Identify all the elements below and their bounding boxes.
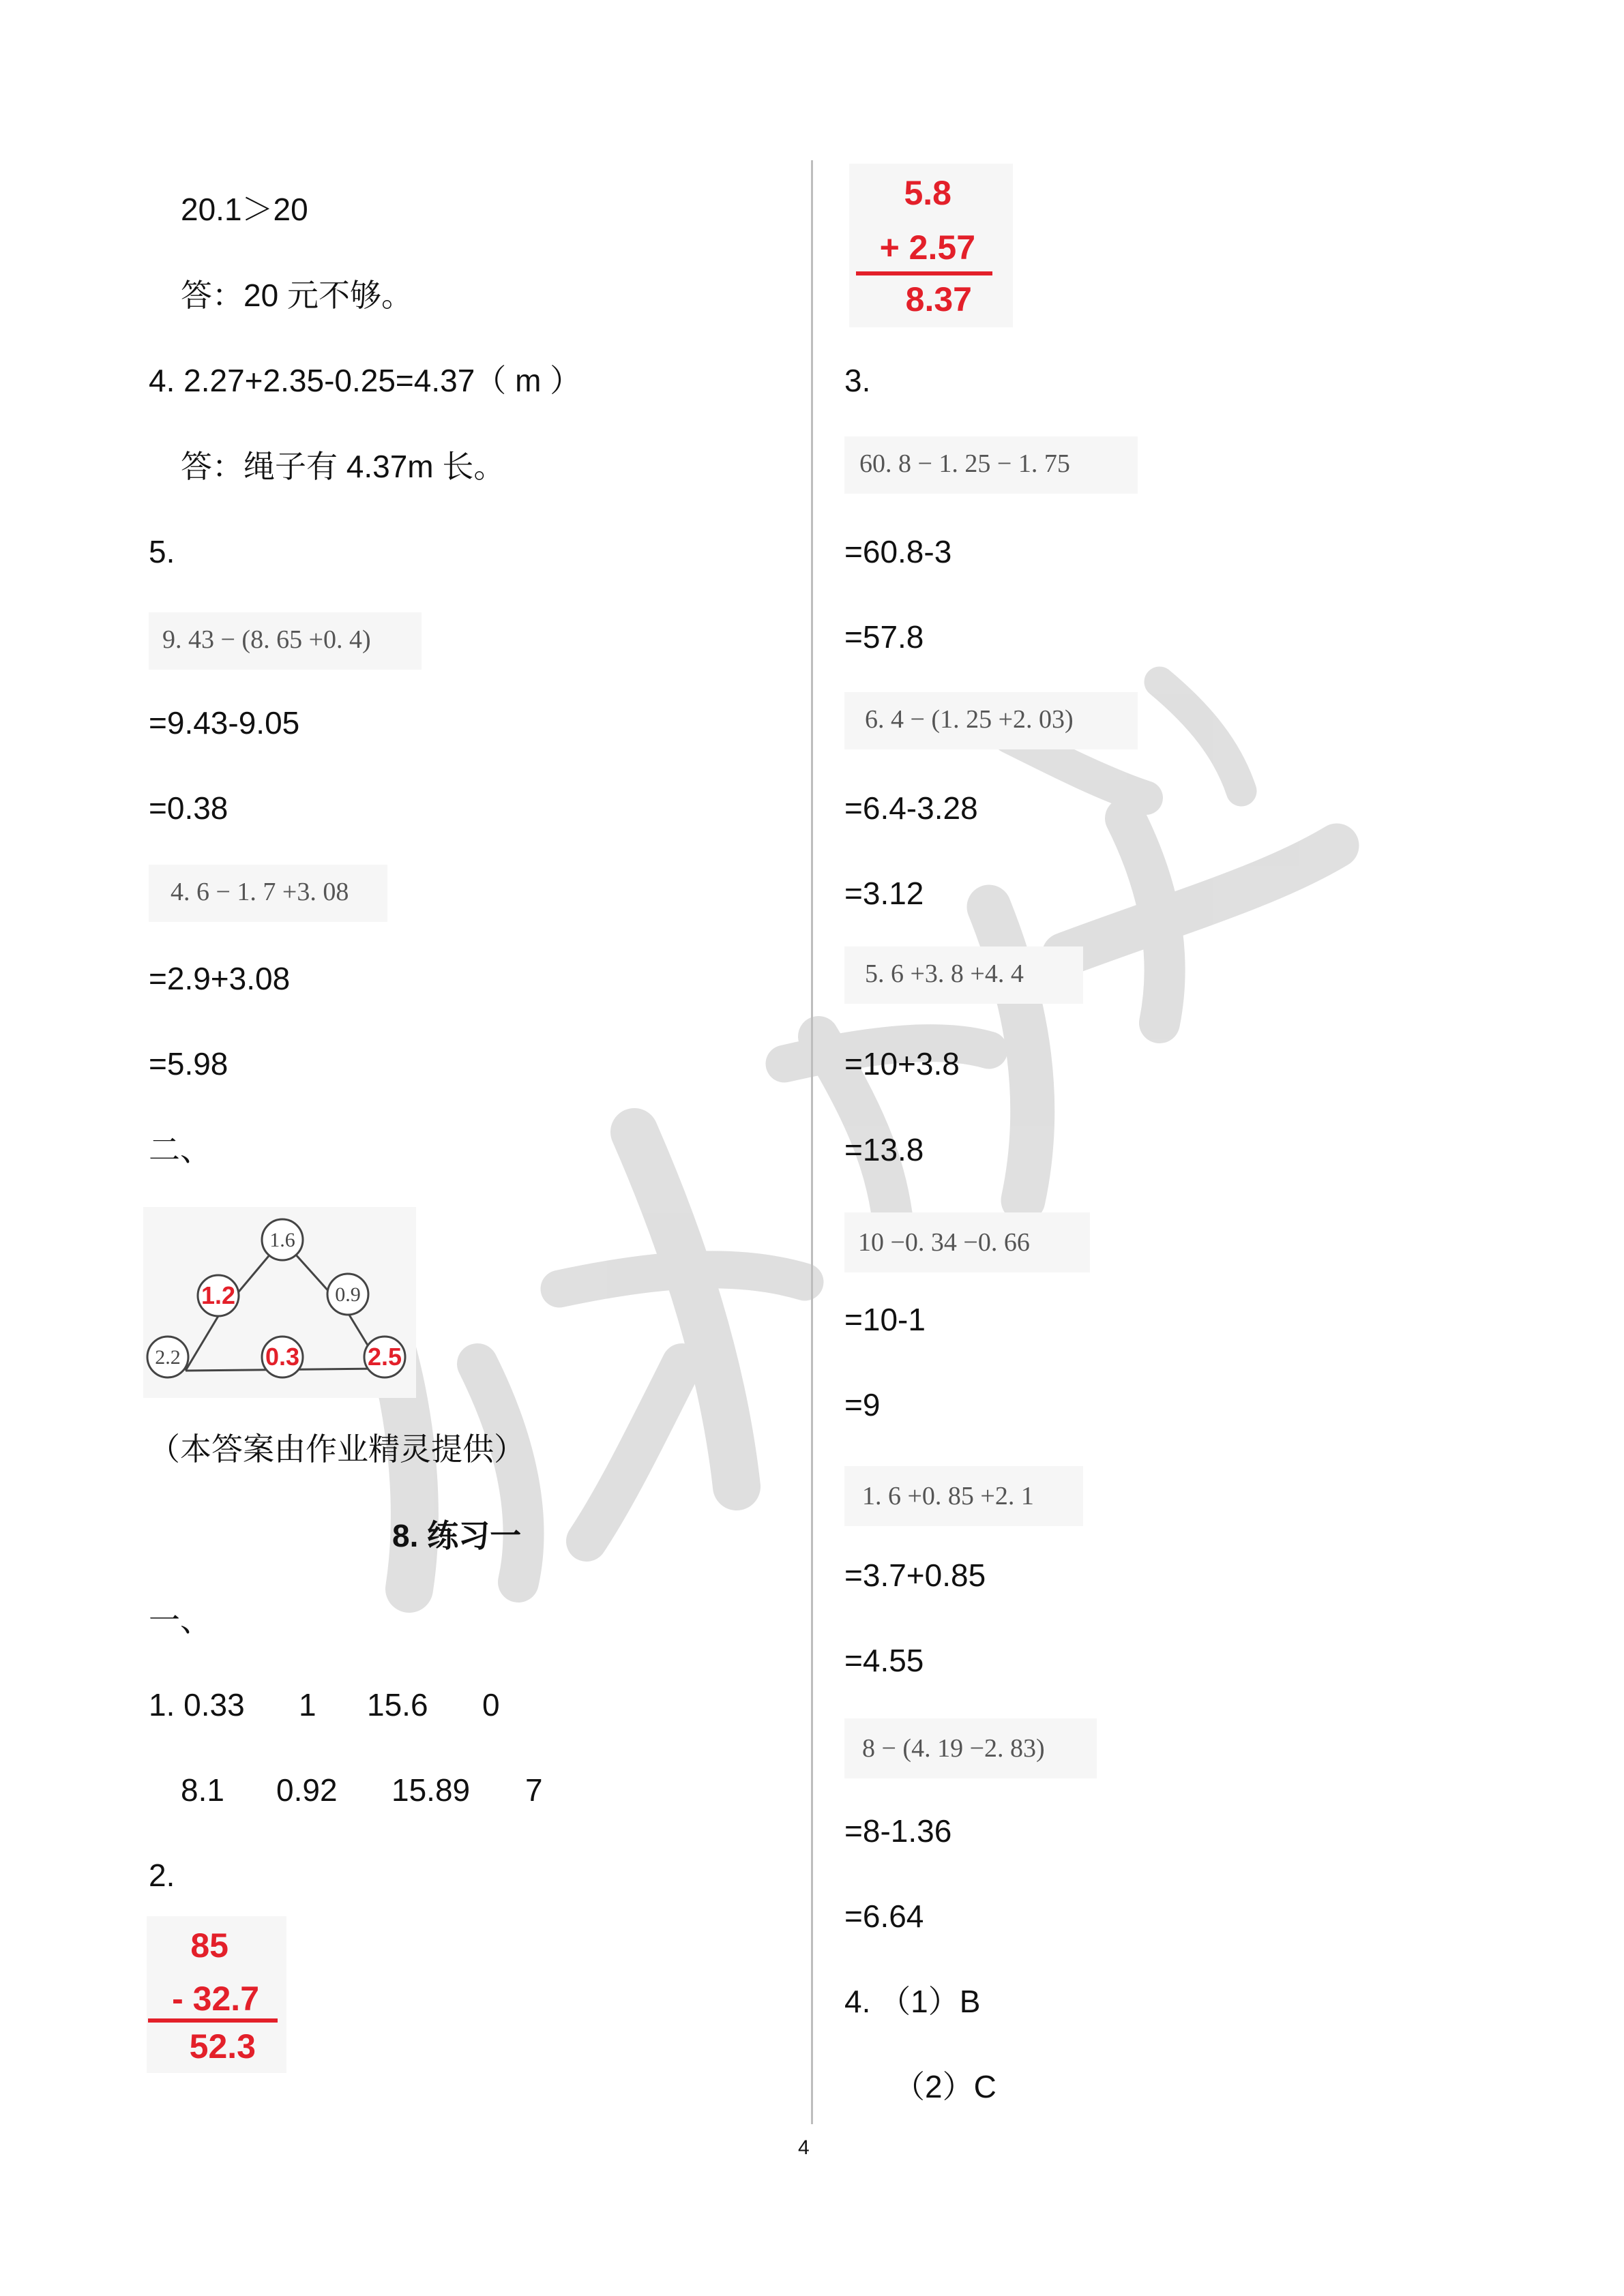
addition-top: 5.8 <box>904 174 951 212</box>
answer-line: 答：20 元不够。 <box>181 278 413 313</box>
number-triangle-figure <box>143 1207 416 1398</box>
section-2-label: 二、 <box>149 1132 211 1167</box>
expression-text: 1. 6 +0. 85 +2. 1 <box>862 1482 1034 1510</box>
expression-text: 10 −0. 34 −0. 66 <box>858 1228 1030 1257</box>
section-title: 8. 练习一 <box>392 1518 522 1553</box>
subtraction-result: 52.3 <box>189 2027 256 2066</box>
expression-image <box>844 946 1083 1004</box>
expression-image <box>149 865 387 922</box>
expression-image <box>844 1212 1090 1272</box>
answer-row-2-col-3: 15.89 <box>392 1772 471 1808</box>
expression-text: 4. 6 − 1. 7 +3. 08 <box>171 878 349 906</box>
triangle-node-bottom-mid: 0.3 <box>265 1343 300 1371</box>
expression-image <box>844 1718 1097 1778</box>
step-line: =0.38 <box>149 790 228 826</box>
step-line: =9.43-9.05 <box>149 705 300 741</box>
question-3-label: 3. <box>844 363 871 398</box>
triangle-node-bottom-left: 2.2 <box>155 1346 181 1369</box>
answer-row-1-col-4: 0 <box>482 1687 500 1723</box>
source-note: （本答案由作业精灵提供） <box>149 1431 525 1467</box>
answer-line: 答：绳子有 4.37m 长。 <box>181 449 505 484</box>
step-line: =4.55 <box>844 1643 924 1678</box>
step-line: =13.8 <box>844 1132 924 1167</box>
answer-row-1-col-1: 1. 0.33 <box>149 1687 245 1723</box>
expression-image <box>844 436 1138 494</box>
answer-row-1-col-2: 1 <box>299 1687 316 1723</box>
subtraction-operand: - 32.7 <box>172 1980 259 2018</box>
page-number: 4 <box>798 2136 810 2159</box>
step-line: =5.98 <box>149 1046 228 1082</box>
step-line: =57.8 <box>844 619 924 655</box>
step-line: =60.8-3 <box>844 534 952 569</box>
triangle-node-left-mid: 1.2 <box>201 1281 236 1309</box>
expression-text: 8 − (4. 19 −2. 83) <box>862 1734 1045 1763</box>
expression-text: 6. 4 − (1. 25 +2. 03) <box>865 705 1074 734</box>
answer-row-2-col-2: 0.92 <box>276 1772 338 1808</box>
part-1-label: 一、 <box>149 1602 211 1638</box>
step-line: =2.9+3.08 <box>149 961 291 996</box>
step-line: =3.12 <box>844 876 924 911</box>
question-4-answer-2: （2）C <box>894 2069 996 2104</box>
column-divider <box>811 160 813 2124</box>
triangle-node-bottom-right: 2.5 <box>367 1343 402 1371</box>
answer-row-2-col-4: 7 <box>525 1772 543 1808</box>
question-4-equation: 4. 2.27+2.35-0.25=4.37（ m ） <box>149 363 582 398</box>
subtraction-image <box>147 1916 286 2073</box>
answer-row-1-col-3: 15.6 <box>367 1687 428 1723</box>
inequality-line: 20.1＞20 <box>181 192 308 227</box>
step-line: =6.4-3.28 <box>844 790 978 826</box>
step-line: =9 <box>844 1387 881 1422</box>
expression-image <box>844 692 1138 749</box>
subtraction-top: 85 <box>190 1926 228 1965</box>
triangle-node-right-mid: 0.9 <box>335 1283 361 1306</box>
addition-image <box>849 164 1013 327</box>
expression-text: 60. 8 − 1. 25 − 1. 75 <box>859 449 1070 478</box>
expression-text: 9. 43 − (8. 65 +0. 4) <box>162 625 371 654</box>
step-line: =8-1.36 <box>844 1813 952 1849</box>
addition-result: 8.37 <box>905 280 972 318</box>
addition-operand: + 2.57 <box>879 228 975 267</box>
question-2-label: 2. <box>149 1858 175 1893</box>
step-line: =3.7+0.85 <box>844 1557 986 1593</box>
step-line: =10-1 <box>844 1302 926 1337</box>
triangle-node-top: 1.6 <box>269 1229 295 1251</box>
question-5-label: 5. <box>149 534 175 569</box>
question-4-answer-1: 4. （1）B <box>844 1984 981 2019</box>
expression-image <box>844 1466 1083 1526</box>
expression-image <box>149 612 422 670</box>
answer-row-2-col-1: 8.1 <box>181 1772 224 1808</box>
step-line: =10+3.8 <box>844 1046 960 1082</box>
step-line: =6.64 <box>844 1898 924 1934</box>
expression-text: 5. 6 +3. 8 +4. 4 <box>865 959 1024 988</box>
